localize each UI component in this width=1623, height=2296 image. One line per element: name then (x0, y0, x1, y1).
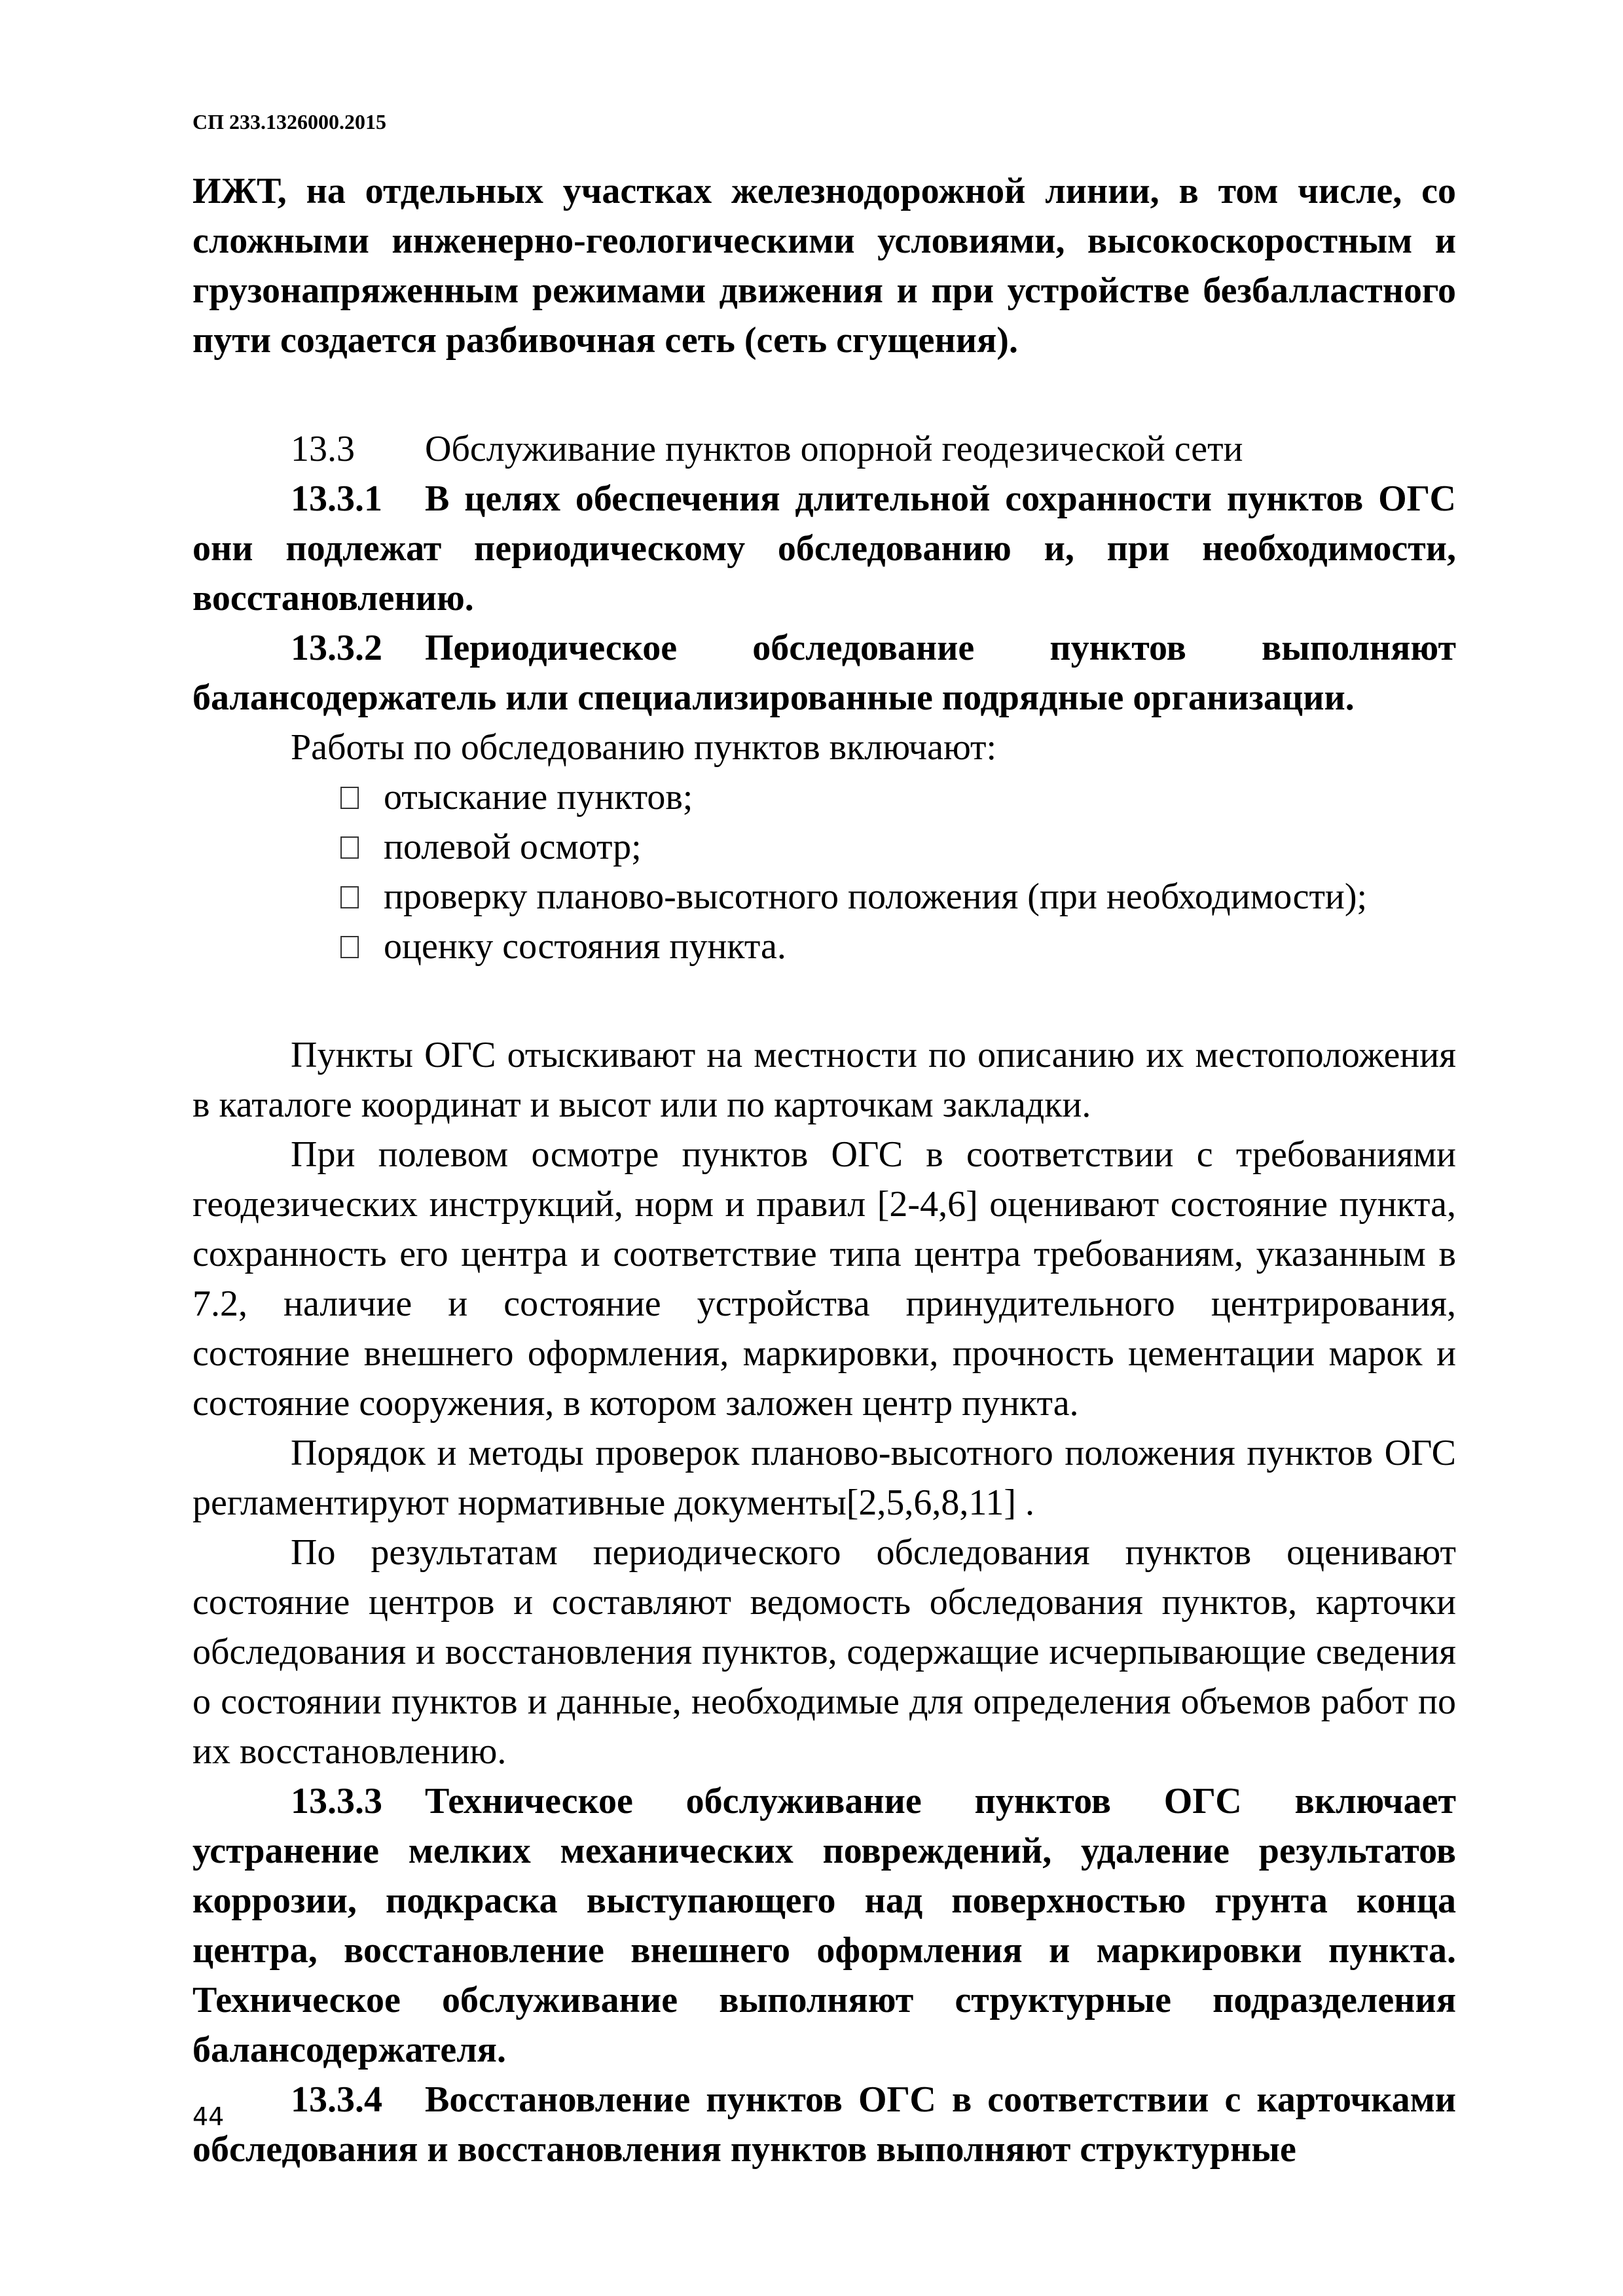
paragraph-results: По результатам периодического обследования пунктов оценивают состояние центров и составляют ведомость обследования пунктов, карточки обследования и восстановления пунктов, содержащие исчерпывающие сведения о состоянии пунктов и данные, необходимые для определения объемов работ по их восстановлению. (192, 1532, 1456, 1772)
clause-13-3-4 (192, 2075, 1456, 2174)
clause-text: Техническое обслуживание пунктов ОГС включает устранение мелких механических повреждений, удаление результатов коррозии, подкраска выступающего над поверхностью грунта конца центра, восстановление внешнего оформления и маркировки пункта. Техническое обслуживание выполняют структурные подразделения балансодержателя. (192, 1781, 1456, 2070)
clause-text: Периодическое обследование пунктов выполняют балансодержатель или специализированные подрядные организации. (192, 628, 1456, 718)
works-intro: Работы по обследованию пунктов включают: (291, 727, 997, 768)
works-list (192, 772, 1456, 971)
bullet-box-icon (340, 936, 359, 958)
list-item: оценку состояния пункта. (338, 922, 1456, 971)
list-item: проверку планово-высотного положения (при необходимости); (338, 872, 1456, 922)
paragraph-izht: ИЖТ, на отдельных участках железнодорожной линии, в том числе, со сложными инженерно-геологическими условиями, высокоскоростным и грузонапряженным режимами движения и при устройстве безбалластного пути создается разбивочная сеть (сеть сгущения). (192, 171, 1456, 361)
section-number: 13.3 (291, 429, 355, 469)
page-body (192, 166, 1456, 2174)
list-item: полевой осмотр; (338, 822, 1456, 872)
clause-13-3-3 (192, 1776, 1456, 2075)
section-heading-13-3 (192, 424, 1456, 474)
page-number: 44 (192, 2102, 225, 2131)
paragraph-field-inspection: При полевом осмотре пунктов ОГС в соответствии с требованиями геодезических инструкций, норм и правил [2-4,6] оценивают состояние пункта, сохранность его центра и соответствие типа центра требованиям, указанным в 7.2, наличие и состояние устройства принудительного центрирования, состояние внешнего оформления, маркировки, прочность цементации марок и состояние сооружения, в котором заложен центр пункта. (192, 1134, 1456, 1424)
paragraph-check-order: Порядок и методы проверок планово-высотного положения пунктов ОГС регламентируют нормативные документы[2,5,6,8,11] . (192, 1433, 1456, 1523)
bullet-box-icon (340, 787, 359, 809)
paragraph-find-points: Пункты ОГС отыскивают на местности по описанию их местоположения в каталоге координат и высот или по карточкам закладки. (192, 1035, 1456, 1125)
clause-number: 13.3.3 (291, 1781, 382, 1821)
clause-13-3-2 (192, 623, 1456, 723)
clause-number: 13.3.4 (291, 2079, 382, 2120)
clause-text: В целях обеспечения длительной сохранности пунктов ОГС они подлежат периодическому обследованию и, при необходимости, восстановлению. (192, 478, 1456, 619)
list-item: отыскание пунктов; (338, 772, 1456, 822)
bullet-box-icon (340, 886, 359, 908)
clause-text: Восстановление пунктов ОГС в соответствии с карточками обследования и восстановления пунктов выполняют структурные (192, 2079, 1456, 2170)
clause-number: 13.3.2 (291, 628, 382, 668)
bullet-box-icon (340, 836, 359, 859)
document-code: СП 233.1326000.2015 (192, 110, 386, 134)
clause-13-3-1 (192, 474, 1456, 623)
section-title: Обслуживание пунктов опорной геодезической сети (425, 429, 1243, 469)
clause-number: 13.3.1 (291, 478, 382, 519)
